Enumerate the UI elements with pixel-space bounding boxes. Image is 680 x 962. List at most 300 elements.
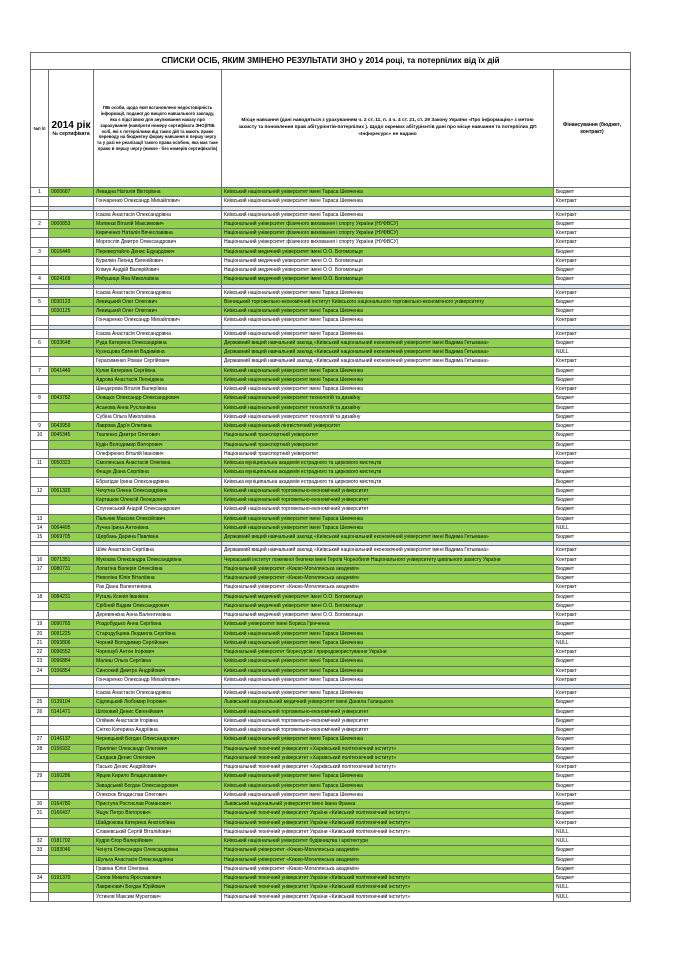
table-row (31, 638, 631, 647)
certificate-cell (49, 864, 94, 873)
row-number-cell: 7 (31, 366, 49, 375)
certificate-cell: 0064495 (49, 523, 94, 532)
row-number-cell (31, 601, 49, 610)
table-row (31, 763, 631, 772)
study-place-cell: Київський національний лінгвістичний університет (222, 422, 554, 431)
funding-cell: Бюджет (554, 855, 631, 864)
study-place-cell: Київський національний університет імені Тараса Шевченка (222, 689, 554, 698)
table-row (31, 440, 631, 449)
study-place-cell: Національний університет «Києво-Могилянська академія» (222, 574, 554, 583)
certificate-cell (49, 316, 94, 325)
study-place-cell: Національний технічний університет України «Київський політехнічний інститут» (222, 892, 554, 901)
funding-cell: Бюджет (554, 188, 631, 197)
table-row (31, 648, 631, 657)
study-place-cell: Державний вищий навчальний заклад «Київський національний економічний університет імені Вадима Гетьмана» (222, 338, 554, 347)
certificate-cell (49, 329, 94, 338)
certificate-cell (49, 357, 94, 366)
table-row (31, 620, 631, 629)
person-name-cell: Матвеєв Віталій Максимович (94, 219, 222, 228)
person-name-cell: Лучна Ірина Антонівна (94, 523, 222, 532)
certificate-cell: 0141471 (49, 707, 94, 716)
person-name-cell: Ебрагідзе Ірина Олександрівна (94, 477, 222, 486)
row-number-cell: 19 (31, 620, 49, 629)
results-table (30, 52, 631, 902)
certificate-cell (49, 790, 94, 799)
certificate-cell (49, 403, 94, 412)
study-place-cell: Київський національний торговельно-економічний університет (222, 716, 554, 725)
row-number-cell: 24 (31, 666, 49, 675)
person-name-cell: Салдаєв Денис Олегович (94, 753, 222, 762)
table-row (31, 412, 631, 421)
study-place-cell: Черкаський інститут пожежної безпеки імені Героїв Чорнобиля Національного університету цивільного захисту України (222, 555, 554, 564)
study-place-cell: Київський національний університет імені Тараса Шевченка (222, 523, 554, 532)
study-place-cell: Київський національний торговельно-економічний університет (222, 486, 554, 495)
certificate-cell: 0139104 (49, 698, 94, 707)
certificate-cell (49, 210, 94, 219)
table-row (31, 329, 631, 338)
certificate-cell (49, 611, 94, 620)
funding-cell: Бюджет (554, 338, 631, 347)
person-name-cell: Пасько Денис Андрійович (94, 763, 222, 772)
table-row (31, 403, 631, 412)
funding-cell: Контракт (554, 238, 631, 247)
certificate-cell: 0061320 (49, 486, 94, 495)
table-row (31, 307, 631, 316)
funding-cell: Бюджет (554, 505, 631, 514)
study-place-cell: Львівський національний університет імені Івана Франка (222, 800, 554, 809)
funding-cell: Бюджет (554, 431, 631, 440)
funding-cell: Бюджет (554, 601, 631, 610)
study-place-cell: Національний медичний університет імені О.О. Богомольця (222, 266, 554, 275)
study-place-cell: Київський національний торговельно-економічний університет (222, 726, 554, 735)
table-row (31, 459, 631, 468)
funding-cell: Контракт (554, 288, 631, 297)
table-row (31, 555, 631, 564)
row-number-cell (31, 855, 49, 864)
study-place-cell: Національний університет фізичного виховання і спорту України (НУФВСУ) (222, 238, 554, 247)
certificate-cell: 0093806 (49, 638, 94, 647)
study-place-cell: Національний технічний університет України «Київський політехнічний інститут» (222, 809, 554, 818)
person-name-cell: Ісаєва Анастасія Олександрівна (94, 210, 222, 219)
person-name-cell: Устинов Максим Муратович (94, 892, 222, 901)
row-number-cell (31, 210, 49, 219)
study-place-cell: Київський національний університет імені Тараса Шевченка (222, 790, 554, 799)
person-name-cell: Кудін Володимир Вікторович (94, 440, 222, 449)
funding-cell: Бюджет (554, 459, 631, 468)
row-number-cell (31, 197, 49, 206)
row-number-cell: 22 (31, 648, 49, 657)
person-name-cell: Герасименко Роман Сергійович (94, 357, 222, 366)
funding-cell: Бюджет (554, 781, 631, 790)
row-number-cell (31, 574, 49, 583)
row-number-cell: 32 (31, 837, 49, 846)
study-place-cell: Державний вищий навчальний заклад «Київський національний економічний університет імені Вадима Гетьмана» (222, 357, 554, 366)
funding-cell: Бюджет (554, 698, 631, 707)
certificate-cell: 0024169 (49, 275, 94, 284)
row-number-cell (31, 763, 49, 772)
person-name-cell: Слугинський Андрій Олександрович (94, 505, 222, 514)
study-place-cell: Київський національний університет імені Тараса Шевченка (222, 210, 554, 219)
person-name-cell: Приступа Ростислав Романович (94, 800, 222, 809)
certificate-cell: 0030123 (49, 297, 94, 306)
person-name-cell: Ярцев Кирило Владиславович (94, 772, 222, 781)
table-row (31, 800, 631, 809)
table-row (31, 197, 631, 206)
funding-cell: Контракт (554, 385, 631, 394)
column-header-certificate (49, 70, 94, 188)
person-name-cell: Моргосліп Дмитро Олександрович (94, 238, 222, 247)
funding-cell: Бюджет (554, 266, 631, 275)
certificate-cell: 0160286 (49, 772, 94, 781)
certificate-cell (49, 726, 94, 735)
row-number-cell: 15 (31, 533, 49, 542)
certificate-cell: 0181702 (49, 837, 94, 846)
person-name-cell: Пальчик Максим Олексійович (94, 514, 222, 523)
table-row (31, 366, 631, 375)
person-name-cell: Завадський Богдан Олександрович (94, 781, 222, 790)
table-row (31, 818, 631, 827)
row-number-cell (31, 753, 49, 762)
study-place-cell: Львівський національний медичний університет імені Данила Галицького (222, 698, 554, 707)
funding-cell: Бюджет (554, 440, 631, 449)
study-place-cell: Київський національний університет імені Тараса Шевченка (222, 316, 554, 325)
funding-cell: Бюджет (554, 403, 631, 412)
row-number-cell: 14 (31, 523, 49, 532)
study-place-cell: Київський національний університет імені Тараса Шевченка (222, 514, 554, 523)
header-row (31, 70, 631, 188)
study-place-cell: Київський національний торговельно-економічний університет (222, 496, 554, 505)
certificate-cell (49, 496, 94, 505)
table-row (31, 753, 631, 762)
funding-cell: Контракт (554, 583, 631, 592)
row-number-cell (31, 316, 49, 325)
row-number-cell: 4 (31, 275, 49, 284)
table-row (31, 781, 631, 790)
row-number-cell (31, 583, 49, 592)
certificate-cell: 0043959 (49, 422, 94, 431)
certificate-cell: 0156932 (49, 744, 94, 753)
funding-cell: Бюджет (554, 375, 631, 384)
table-row (31, 689, 631, 698)
person-name-cell: Шульга Анастасія Олександрівна (94, 855, 222, 864)
table-row (31, 574, 631, 583)
person-name-cell: Срібний Вадим Олександрович (94, 601, 222, 610)
person-name-cell: Рак Діана Валентинівна (94, 583, 222, 592)
funding-cell: Контракт (554, 763, 631, 772)
funding-cell: Контракт (554, 689, 631, 698)
table-row (31, 523, 631, 532)
person-name-cell: Шайдюкова Катерина Анатоліївна (94, 818, 222, 827)
person-name-cell: Асанова Анна Русланівна (94, 403, 222, 412)
funding-cell: Бюджет (554, 620, 631, 629)
table-row (31, 827, 631, 836)
certificate-cell: 0146137 (49, 735, 94, 744)
person-name-cell: Левицький Олег Олегович (94, 297, 222, 306)
funding-cell: NULL (554, 892, 631, 901)
certificate-cell (49, 583, 94, 592)
table-row (31, 297, 631, 306)
row-number-cell: 21 (31, 638, 49, 647)
study-place-cell: Київський національний університет будівництва і архітектури (222, 837, 554, 846)
person-name-cell: Чорнозуб Антон Ігорович (94, 648, 222, 657)
row-number-cell (31, 546, 49, 555)
table-row (31, 790, 631, 799)
table-row (31, 338, 631, 347)
funding-cell: Бюджет (554, 394, 631, 403)
table-row (31, 837, 631, 846)
row-number-cell: 27 (31, 735, 49, 744)
person-name-cell: Онащко Олександр Олександрович (94, 394, 222, 403)
row-number-cell (31, 689, 49, 698)
certificate-cell: 0016449 (49, 247, 94, 256)
person-name-cell: Кулик Катерина Сергіївна (94, 366, 222, 375)
table-row (31, 477, 631, 486)
study-place-cell: Національний медичний університет імені О.О. Богомольця (222, 256, 554, 265)
table-row (31, 275, 631, 284)
table-row (31, 505, 631, 514)
person-name-cell: Чернецький Богдан Олександрович (94, 735, 222, 744)
certificate-cell (49, 385, 94, 394)
row-number-cell (31, 468, 49, 477)
funding-cell: Бюджет (554, 297, 631, 306)
table-row (31, 846, 631, 855)
person-name-cell: Шліховий Денис Євгенійович (94, 707, 222, 716)
study-place-cell: Вінницький торговельно-економічний інститут Київського національного торговельно-економічного університету (222, 297, 554, 306)
row-number-cell (31, 449, 49, 458)
study-place-cell: Київський національний університет технологій та дизайну (222, 403, 554, 412)
table-row (31, 583, 631, 592)
row-number-cell: 23 (31, 657, 49, 666)
funding-cell: Бюджет (554, 275, 631, 284)
certificate-cell: 0071351 (49, 555, 94, 564)
study-place-cell: Київський національний торговельно-економічний університет (222, 505, 554, 514)
person-name-cell: Деревянкіна Анна Валентинівна (94, 611, 222, 620)
row-number-cell: 16 (31, 555, 49, 564)
person-name-cell: Руда Катерина Олександрівна (94, 338, 222, 347)
person-name-cell: Ісаєва Анастасія Олександрівна (94, 288, 222, 297)
person-name-cell: Кузнєцова Євгенія Вадимівна (94, 348, 222, 357)
study-place-cell: Київська муніципальна академія естрадного та циркового мистецтв (222, 468, 554, 477)
certificate-cell: 0043782 (49, 394, 94, 403)
row-number-cell (31, 477, 49, 486)
table-row (31, 533, 631, 542)
study-place-cell: Київський національний університет імені Тараса Шевченка (222, 675, 554, 684)
funding-cell: Бюджет (554, 735, 631, 744)
certificate-cell (49, 505, 94, 514)
person-name-cell: Гончаренко Олександр Михайлович (94, 316, 222, 325)
table-row (31, 707, 631, 716)
study-place-cell: Київський національний університет імені Тараса Шевченка (222, 666, 554, 675)
funding-cell: Бюджет (554, 247, 631, 256)
row-number-cell: 30 (31, 800, 49, 809)
certificate-cell (49, 892, 94, 901)
study-place-cell: Державний вищий навчальний заклад «Київський національний економічний університет імені Вадима Гетьмана» (222, 546, 554, 555)
person-name-cell: Славевський Сергій Віталійович (94, 827, 222, 836)
table-row (31, 431, 631, 440)
funding-cell: NULL (554, 638, 631, 647)
table-row (31, 716, 631, 725)
table-row (31, 449, 631, 458)
certificate-cell (49, 546, 94, 555)
table-row (31, 666, 631, 675)
table-row (31, 496, 631, 505)
certificate-cell (49, 818, 94, 827)
person-name-cell: Малиш Ольга Сергіївна (94, 657, 222, 666)
funding-cell: Бюджет (554, 564, 631, 573)
row-number-cell (31, 238, 49, 247)
person-name-cell: Лопатіна Валерія Олексіївна (94, 564, 222, 573)
study-place-cell: Київський національний університет імені Тараса Шевченка (222, 197, 554, 206)
column-header-study-place: Місце навчання (дані наводяться з урахуванням ч. 2 ст. 11, п. 4 ч. 4 ст. 21, ст. 29 Закону України «Про інформацію» з метою захисту та поновлення прав абітурієнтів-потерпілих ). Щодо окремих абітурієнтів дані про місце навчання та потерпілих ДП «Інфоресурс» не надано (222, 70, 554, 188)
table-row (31, 809, 631, 818)
table-row (31, 348, 631, 357)
row-number-cell (31, 818, 49, 827)
table-row (31, 468, 631, 477)
study-place-cell: Київський національний університет імені Тараса Шевченка (222, 188, 554, 197)
person-name-cell: Смолянська Анастасія Олегівна (94, 459, 222, 468)
person-name-cell: Олексюк Владислав Олегович (94, 790, 222, 799)
row-number-cell (31, 266, 49, 275)
person-name-cell: Гончаренко Олександр Михайлович (94, 675, 222, 684)
row-number-cell: 9 (31, 422, 49, 431)
certificate-number-label: № сертифіката (52, 131, 90, 137)
study-place-cell: Державний вищий навчальний заклад «Київський національний економічний університет імені Вадима Гетьмана» (222, 348, 554, 357)
study-place-cell: Національний транспортний університет (222, 440, 554, 449)
row-number-cell (31, 440, 49, 449)
title-row (31, 53, 631, 70)
person-name-cell: Мукоєва Олександра Олександрівна (94, 555, 222, 564)
row-number-cell (31, 385, 49, 394)
row-number-cell (31, 790, 49, 799)
study-place-cell: Національний технічний університет «Харківський політехнічний інститут» (222, 744, 554, 753)
table-row (31, 316, 631, 325)
certificate-cell: 0164780 (49, 800, 94, 809)
row-number-cell: 3 (31, 247, 49, 256)
person-name-cell: Чечутна Олена Олександрівна (94, 486, 222, 495)
person-name-cell: Олійник Анастасія Ігорівна (94, 716, 222, 725)
study-place-cell: Київський національний університет імені Тараса Шевченка (222, 657, 554, 666)
table-row (31, 657, 631, 666)
person-name-cell: Гончаренко Олександр Михайлович (94, 197, 222, 206)
study-place-cell: Національний університет «Києво-Могилянська академія» (222, 564, 554, 573)
certificate-year-label: 2014 рік (51, 120, 91, 131)
person-name-cell: Ісаєва Анастасія Олександрівна (94, 329, 222, 338)
certificate-cell: 0091225 (49, 629, 94, 638)
funding-cell: Бюджет (554, 307, 631, 316)
column-header-number: №п /п (31, 70, 49, 188)
study-place-cell: Київський національний університет імені Тараса Шевченка (222, 629, 554, 638)
person-name-cell: Роздобудько Анна Сергіївна (94, 620, 222, 629)
person-name-cell: Ткаленко Дмитро Олегович (94, 431, 222, 440)
certificate-cell: 0096552 (49, 648, 94, 657)
row-number-cell: 1 (31, 188, 49, 197)
funding-cell: Бюджет (554, 496, 631, 505)
certificate-cell (49, 827, 94, 836)
row-number-cell (31, 403, 49, 412)
funding-cell: Контракт (554, 357, 631, 366)
funding-cell: Бюджет (554, 592, 631, 601)
funding-cell: Бюджет (554, 772, 631, 781)
table-row (31, 256, 631, 265)
study-place-cell: Київський національний університет імені Тараса Шевченка (222, 781, 554, 790)
table-row (31, 874, 631, 883)
table-row (31, 698, 631, 707)
table-row (31, 385, 631, 394)
person-name-cell: Приліпко Олександр Олегович (94, 744, 222, 753)
table-row (31, 892, 631, 901)
person-name-cell: Кириченко Наталія Вячеславівна (94, 229, 222, 238)
funding-cell: Бюджет (554, 874, 631, 883)
table-row (31, 564, 631, 573)
certificate-cell (49, 763, 94, 772)
funding-cell: Бюджет (554, 514, 631, 523)
table-row (31, 247, 631, 256)
certificate-cell: 0000853 (49, 219, 94, 228)
study-place-cell: Національний технічний університет «Харківський політехнічний інститут» (222, 753, 554, 762)
funding-cell: Бюджет (554, 846, 631, 855)
certificate-cell (49, 468, 94, 477)
funding-cell: Контракт (554, 546, 631, 555)
person-name-cell: Фещук Діана Сергіївна (94, 468, 222, 477)
funding-cell: Бюджет (554, 412, 631, 421)
person-name-cell: Ящук Петро Вікторович (94, 809, 222, 818)
funding-cell: Контракт (554, 611, 631, 620)
table-row (31, 601, 631, 610)
study-place-cell: Київський національний університет імені Тараса Шевченка (222, 329, 554, 338)
table-row (31, 855, 631, 864)
study-place-cell: Національний технічний університет України «Київський політехнічний інститут» (222, 818, 554, 827)
funding-cell: Контракт (554, 229, 631, 238)
person-name-cell: Шендерова Віталія Валеріївна (94, 385, 222, 394)
person-name-cell: Карташов Олексій Леонідович (94, 496, 222, 505)
person-name-cell: Ругаль Ксенія Іванівна (94, 592, 222, 601)
certificate-cell (49, 675, 94, 684)
person-name-cell: Субіна Ольга Миколаївна (94, 412, 222, 421)
certificate-cell (49, 574, 94, 583)
table-row (31, 375, 631, 384)
row-number-cell: 20 (31, 629, 49, 638)
study-place-cell: Національний транспортний університет (222, 431, 554, 440)
certificate-cell (49, 412, 94, 421)
study-place-cell: Національний університет «Києво-Могилянська академія» (222, 855, 554, 864)
funding-cell: Бюджет (554, 753, 631, 762)
row-number-cell (31, 864, 49, 873)
person-name-cell: Сопов Микита Ярославович (94, 874, 222, 883)
certificate-cell (49, 753, 94, 762)
certificate-cell (49, 883, 94, 892)
row-number-cell (31, 412, 49, 421)
study-place-cell: Національний університет фізичного виховання і спорту України (НУФВСУ) (222, 219, 554, 228)
certificate-cell (49, 440, 94, 449)
row-number-cell: 2 (31, 219, 49, 228)
certificate-cell (49, 266, 94, 275)
funding-cell: Контракт (554, 316, 631, 325)
study-place-cell: Київський національний торговельно-економічний університет (222, 707, 554, 716)
row-number-cell (31, 781, 49, 790)
row-number-cell (31, 726, 49, 735)
person-name-cell: Ченута Олександра Олександрівна (94, 846, 222, 855)
certificate-cell: 0106854 (49, 666, 94, 675)
funding-cell: Бюджет (554, 486, 631, 495)
funding-cell: Бюджет (554, 533, 631, 542)
person-name-cell: Рябушиця Яна Миколаївна (94, 275, 222, 284)
person-name-cell: Неволіна Юлія Віталіївна (94, 574, 222, 583)
study-place-cell: Національний медичний університет імені О.О. Богомольця (222, 275, 554, 284)
table-row (31, 744, 631, 753)
person-name-cell: Олефіренко Віталій Іванович (94, 449, 222, 458)
table-row (31, 883, 631, 892)
row-number-cell: 33 (31, 846, 49, 855)
